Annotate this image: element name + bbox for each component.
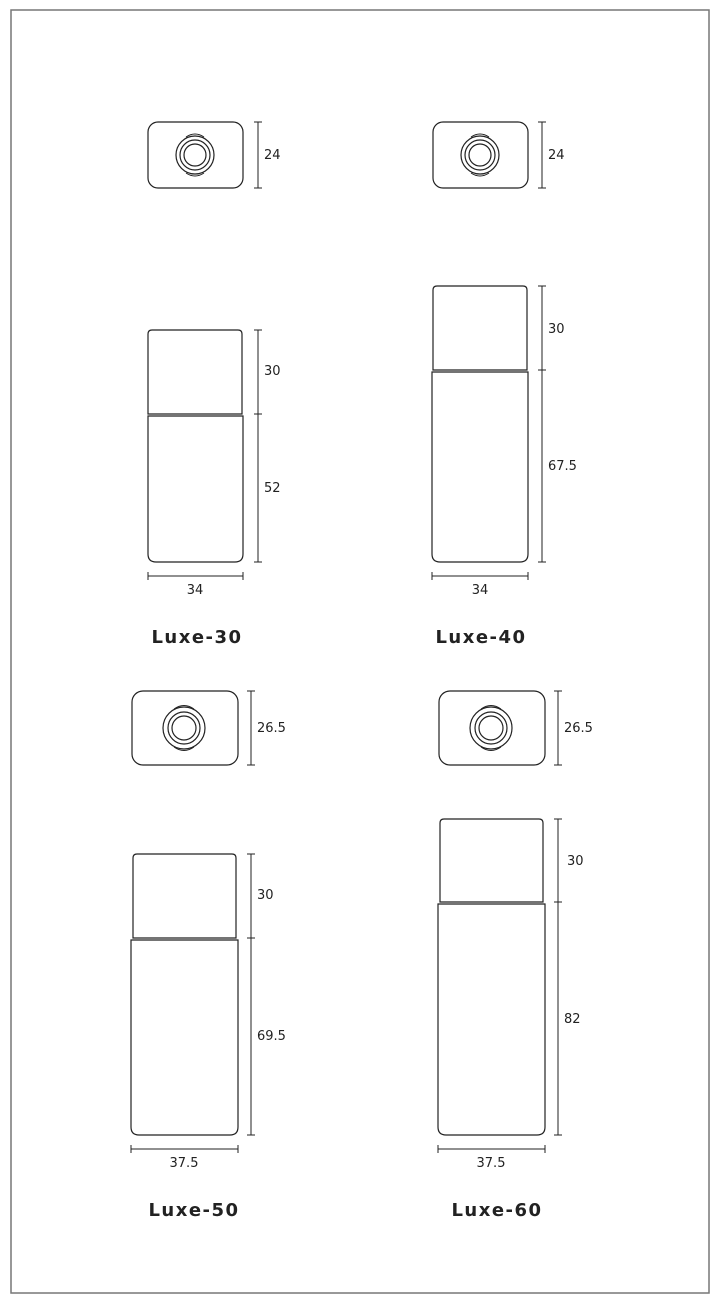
cap-dim-label: 30 [567,854,584,869]
spray-ring-inner-icon [168,712,200,744]
height-dimensions [538,286,577,562]
cap-outline [133,854,236,938]
width-dim-label: 34 [186,583,204,598]
top-dimension [538,122,565,188]
nozzle-icon [469,144,491,166]
width-dimension [131,1145,238,1171]
cap-outline [433,286,527,370]
side-view [432,286,528,562]
cap-outline [148,330,242,414]
cap-outline [440,819,543,902]
product-luxe-50 [131,691,286,1221]
nozzle-icon [184,144,206,166]
spray-ring-outer-icon [470,707,512,749]
side-view [148,330,243,562]
product-luxe-60 [438,691,593,1221]
spray-ring-outer-icon [461,136,499,174]
top-view [439,691,545,765]
height-dimensions [554,819,584,1135]
spray-ring-outer-icon [176,136,214,174]
page-frame [11,10,709,1293]
top-view-outline [148,122,243,188]
model-label: Luxe-30 [151,627,243,648]
top-view-outline [433,122,528,188]
top-view [132,691,238,765]
height-dimensions [254,330,281,562]
body-dim-label: 69.5 [257,1029,286,1044]
top-dim-label: 26.5 [257,721,286,736]
width-dimension [432,572,528,598]
top-view [148,122,243,188]
nozzle-icon [479,716,503,740]
width-dim-label: 37.5 [169,1156,199,1171]
bottle-body-outline [131,940,238,1135]
body-dim-label: 82 [564,1012,581,1027]
width-dim-label: 37.5 [476,1156,506,1171]
top-view-outline [132,691,238,765]
body-dim-label: 52 [264,481,281,496]
bottle-body-outline [432,372,528,562]
model-label: Luxe-50 [148,1200,240,1221]
top-dimension [554,691,593,765]
width-dimension [438,1145,545,1171]
model-label: Luxe-40 [435,627,527,648]
top-view-outline [439,691,545,765]
spray-ring-outer-icon [163,707,205,749]
width-dimension [148,572,243,598]
side-view [438,819,545,1135]
top-dimension [254,122,281,188]
spray-ring-inner-icon [475,712,507,744]
product-luxe-30 [148,122,281,648]
top-dimension [247,691,286,765]
top-dim-label: 24 [264,148,281,163]
width-dim-label: 34 [471,583,489,598]
height-dimensions [247,854,286,1135]
nozzle-icon [172,716,196,740]
model-label: Luxe-60 [451,1200,543,1221]
top-view [433,122,528,188]
top-dim-label: 26.5 [564,721,593,736]
body-dim-label: 67.5 [548,459,577,474]
top-dim-label: 24 [548,148,565,163]
bottle-body-outline [438,904,545,1135]
bottle-body-outline [148,416,243,562]
cap-dim-label: 30 [548,322,565,337]
cap-dim-label: 30 [257,888,274,903]
side-view [131,854,238,1135]
product-luxe-40 [432,122,577,648]
cap-dim-label: 30 [264,364,281,379]
